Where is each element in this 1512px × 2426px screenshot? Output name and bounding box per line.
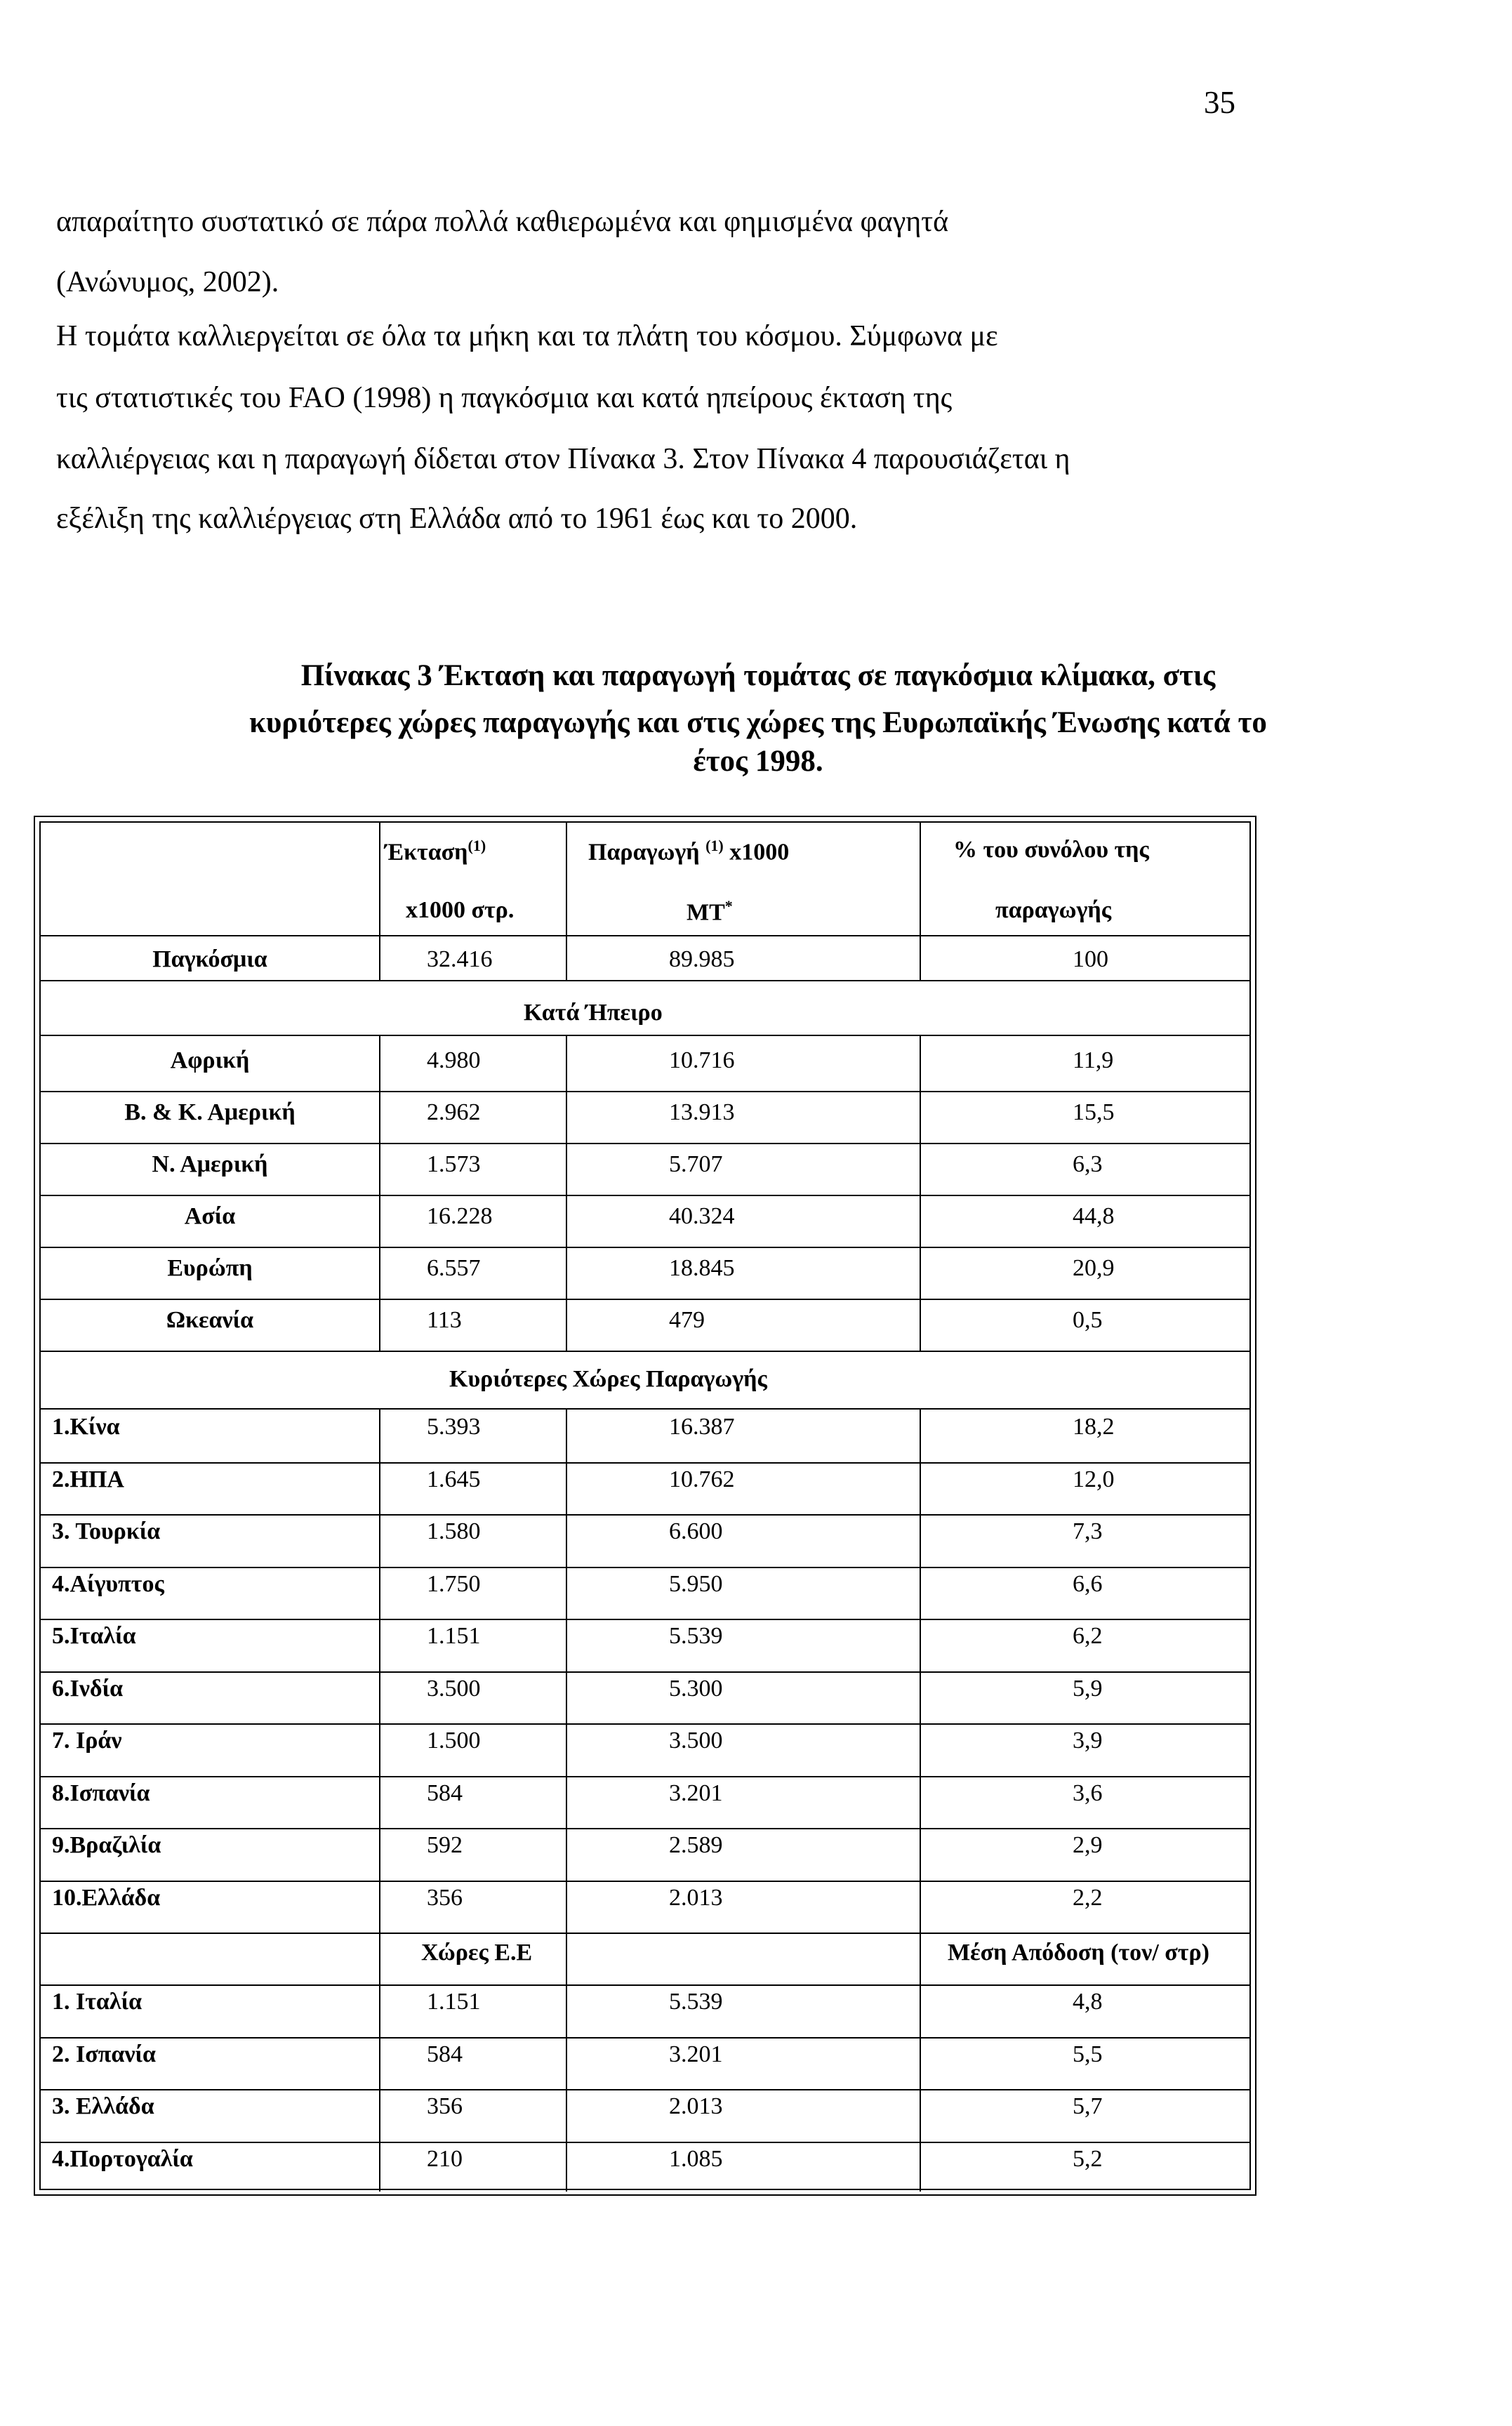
- country-row-percent: 3,9: [1073, 1728, 1103, 1754]
- table-rule: [41, 1091, 1249, 1092]
- country-row-percent: 2,9: [1073, 1832, 1103, 1858]
- country-row-percent: 18,2: [1073, 1414, 1115, 1440]
- continent-section-header: Κατά Ήπειρο: [524, 1000, 663, 1026]
- country-row-area: 592: [427, 1832, 463, 1858]
- table-rule: [41, 1671, 1249, 1673]
- continent-row-label: Ασία: [184, 1203, 236, 1229]
- country-row-area: 5.393: [427, 1414, 481, 1440]
- country-row-production: 2.013: [669, 1884, 723, 1911]
- country-row-label: 7. Ιράν: [52, 1728, 122, 1754]
- column-rule: [920, 1035, 921, 1351]
- paragraph-line: καλλιέργειας και η παραγωγή δίδεται στον Πίνακα 3. Στον Πίνακα 4 παρουσιάζεται η: [56, 443, 1070, 475]
- eu-row-label: 4.Πορτογαλία: [52, 2145, 193, 2172]
- country-row-area: 1.580: [427, 1518, 481, 1544]
- header-rule: [41, 935, 1249, 936]
- continent-row-area: 113: [427, 1307, 462, 1333]
- table-rule: [41, 1933, 1249, 1934]
- eu-row-production: 2.013: [669, 2093, 723, 2119]
- country-row-production: 2.589: [669, 1832, 723, 1858]
- continent-row-label: Ωκεανία: [166, 1307, 254, 1333]
- table-rule: [41, 2089, 1249, 2090]
- statistics-table: [34, 816, 1256, 2196]
- header-area-unit: x1000 στρ.: [406, 897, 515, 923]
- country-row-production: 6.600: [669, 1518, 723, 1544]
- country-row-production: 5.950: [669, 1570, 723, 1597]
- eu-row-label: 1. Ιταλία: [52, 1989, 142, 2015]
- table-rule: [41, 1462, 1249, 1464]
- world-row-area: 32.416: [427, 946, 493, 972]
- continent-row-percent: 15,5: [1073, 1099, 1115, 1125]
- eu-row-area: 584: [427, 2041, 463, 2067]
- table-rule: [41, 1567, 1249, 1568]
- country-row-label: 1.Κίνα: [52, 1414, 120, 1440]
- country-row-label: 2.ΗΠΑ: [52, 1466, 124, 1492]
- table-rule: [41, 1723, 1249, 1725]
- table-rule: [41, 1035, 1249, 1036]
- eu-row-percent: 4,8: [1073, 1989, 1103, 2015]
- continent-row-percent: 44,8: [1073, 1203, 1115, 1229]
- country-row-area: 1.500: [427, 1728, 481, 1754]
- column-rule: [379, 823, 380, 980]
- column-rule: [379, 1408, 380, 2192]
- country-row-production: 3.500: [669, 1728, 723, 1754]
- country-row-production: 5.300: [669, 1675, 723, 1702]
- world-row-label: Παγκόσμια: [152, 946, 267, 972]
- paragraph-line: εξέλιξη της καλλιέργειας στη Ελλάδα από το 1961 έως και το 2000.: [56, 503, 858, 535]
- eu-row-production: 5.539: [669, 1989, 723, 2015]
- continent-row-label: Αφρική: [170, 1047, 250, 1073]
- eu-row-percent: 5,2: [1073, 2145, 1103, 2172]
- country-row-label: 10.Ελλάδα: [52, 1884, 161, 1911]
- page-number: 35: [1204, 85, 1235, 120]
- table-rule: [41, 1984, 1249, 1986]
- country-row-label: 5.Ιταλία: [52, 1623, 136, 1649]
- paragraph-line: Η τομάτα καλλιεργείται σε όλα τα μήκη και τα πλάτη του κόσμου. Σύμφωνα με: [56, 320, 998, 352]
- country-row-production: 3.201: [669, 1779, 723, 1806]
- continent-row-production: 18.845: [669, 1255, 735, 1281]
- country-row-percent: 6,6: [1073, 1570, 1103, 1597]
- country-row-percent: 6,2: [1073, 1623, 1103, 1649]
- continent-row-percent: 6,3: [1073, 1151, 1103, 1177]
- country-row-area: 1.645: [427, 1466, 481, 1492]
- country-row-area: 1.151: [427, 1623, 481, 1649]
- table-rule: [41, 1408, 1249, 1410]
- world-row-production: 89.985: [669, 946, 735, 972]
- world-row-percent: 100: [1073, 946, 1108, 972]
- table-rule: [41, 1299, 1249, 1300]
- continent-row-label: Ευρώπη: [167, 1255, 253, 1281]
- column-rule: [566, 1035, 567, 1351]
- country-row-production: 5.539: [669, 1623, 723, 1649]
- country-row-production: 16.387: [669, 1414, 735, 1440]
- country-row-label: 8.Ισπανία: [52, 1779, 150, 1806]
- eu-section-header: Χώρες Ε.Ε: [421, 1940, 533, 1966]
- header-production-unit: MT*: [687, 897, 733, 926]
- header-percent-line2: παραγωγής: [995, 897, 1112, 923]
- header-area: Έκταση$^{(1)}$: [385, 837, 486, 866]
- table-rule: [41, 1351, 1249, 1352]
- country-row-label: 4.Αίγυπτος: [52, 1570, 164, 1597]
- country-row-percent: 7,3: [1073, 1518, 1103, 1544]
- caption-line: έτος 1998.: [693, 745, 823, 778]
- continent-row-area: 6.557: [427, 1255, 481, 1281]
- continent-row-production: 479: [669, 1307, 705, 1333]
- country-row-area: 584: [427, 1779, 463, 1806]
- country-row-area: 3.500: [427, 1675, 481, 1702]
- table-body: [39, 821, 1251, 2190]
- header-percent: % του συνόλου της: [953, 837, 1149, 863]
- table-rule: [41, 1143, 1249, 1144]
- column-rule: [566, 1408, 567, 2192]
- table-rule: [41, 1828, 1249, 1829]
- country-row-percent: 12,0: [1073, 1466, 1115, 1492]
- eu-row-area: 1.151: [427, 1989, 481, 2015]
- eu-row-area: 210: [427, 2145, 463, 2172]
- column-rule: [566, 823, 567, 980]
- continent-row-label: Β. & Κ. Αμερική: [124, 1099, 296, 1125]
- paragraph-line: απαραίτητο συστατικό σε πάρα πολλά καθιερωμένα και φημισμένα φαγητά: [56, 206, 949, 238]
- header-production: Παραγωγή $^{(1)}$ x1000: [588, 837, 790, 866]
- countries-section-header: Κυριότερες Χώρες Παραγωγής: [449, 1366, 767, 1392]
- column-rule: [920, 1408, 921, 2192]
- country-row-percent: 2,2: [1073, 1884, 1103, 1911]
- table-rule: [41, 1619, 1249, 1620]
- caption-line: κυριότερες χώρες παραγωγής και στις χώρες της Ευρωπαϊκής Ένωσης κατά το: [249, 706, 1267, 739]
- country-row-label: 6.Ινδία: [52, 1675, 124, 1702]
- eu-row-production: 3.201: [669, 2041, 723, 2067]
- paragraph-line: (Ανώνυμος, 2002).: [56, 266, 279, 298]
- country-row-percent: 5,9: [1073, 1675, 1103, 1702]
- country-row-label: 3. Τουρκία: [52, 1518, 161, 1544]
- column-rule: [920, 823, 921, 980]
- country-row-percent: 3,6: [1073, 1779, 1103, 1806]
- table-rule: [41, 1514, 1249, 1516]
- eu-row-area: 356: [427, 2093, 463, 2119]
- continent-row-percent: 11,9: [1073, 1047, 1114, 1073]
- table-rule: [41, 2142, 1249, 2143]
- continent-row-production: 13.913: [669, 1099, 735, 1125]
- country-row-production: 10.762: [669, 1466, 735, 1492]
- table-rule: [41, 1247, 1249, 1248]
- continent-row-area: 16.228: [427, 1203, 493, 1229]
- country-row-label: 9.Βραζιλία: [52, 1832, 161, 1858]
- table-rule: [41, 1195, 1249, 1196]
- eu-row-production: 1.085: [669, 2145, 723, 2172]
- continent-row-area: 1.573: [427, 1151, 481, 1177]
- paragraph-line: τις στατιστικές του FAO (1998) η παγκόσμια και κατά ηπείρους έκταση της: [56, 382, 953, 414]
- country-row-area: 356: [427, 1884, 463, 1911]
- country-row-area: 1.750: [427, 1570, 481, 1597]
- continent-row-production: 40.324: [669, 1203, 735, 1229]
- continent-row-percent: 0,5: [1073, 1307, 1103, 1333]
- eu-row-percent: 5,5: [1073, 2041, 1103, 2067]
- continent-row-production: 10.716: [669, 1047, 735, 1073]
- continent-row-area: 4.980: [427, 1047, 481, 1073]
- continent-row-production: 5.707: [669, 1151, 723, 1177]
- column-rule: [379, 1035, 380, 1351]
- eu-row-label: 3. Ελλάδα: [52, 2093, 154, 2119]
- eu-row-label: 2. Ισπανία: [52, 2041, 157, 2067]
- table-rule: [41, 1776, 1249, 1777]
- continent-row-label: Ν. Αμερική: [152, 1151, 268, 1177]
- continent-row-area: 2.962: [427, 1099, 481, 1125]
- caption-line: Πίνακας 3 Έκταση και παραγωγή τομάτας σε παγκόσμια κλίμακα, στις: [300, 659, 1216, 692]
- eu-yield-header: Μέση Απόδοση (τον/ στρ): [948, 1940, 1209, 1966]
- eu-row-percent: 5,7: [1073, 2093, 1103, 2119]
- table-rule: [41, 980, 1249, 981]
- table-rule: [41, 2037, 1249, 2039]
- table-rule: [41, 1881, 1249, 1882]
- continent-row-percent: 20,9: [1073, 1255, 1115, 1281]
